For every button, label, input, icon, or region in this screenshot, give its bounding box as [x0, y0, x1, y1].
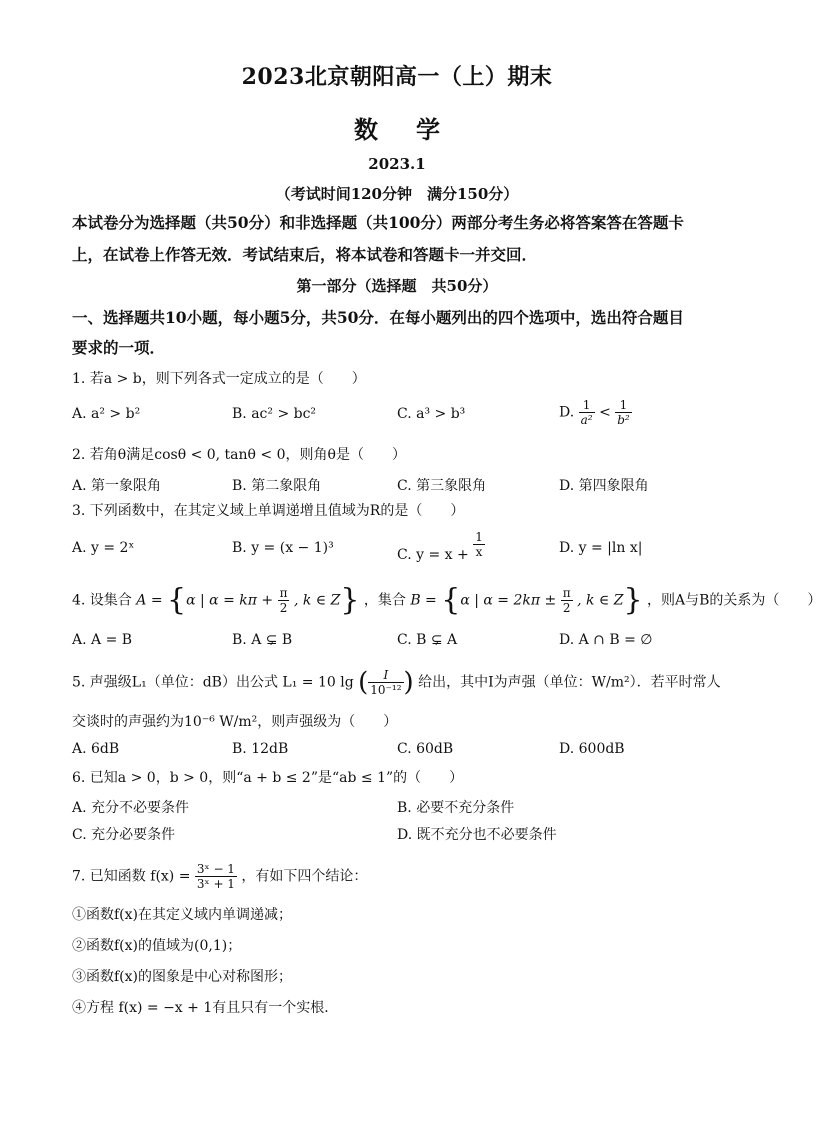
conclusion-2: ②函数f(x)的值域为(0,1)； — [72, 938, 242, 954]
question-4-stem: 4. 设集合 A = {α | α = kπ + $\frac{\pi}{2}$ , k ∈ Z} ，集合 B = {α | α = 2kπ ± $\frac{\pi}{2}$ , k ∈ Z} ，则A与B的关系为（ ） — [72, 582, 821, 618]
set-a-body: α | α = kπ + — [186, 592, 274, 609]
option-a: A. a² > b² — [72, 406, 141, 422]
option-b: B. 第二象限角 — [232, 478, 322, 494]
question-7-stem: 7. 已知函数 f(x) = $\frac{\text{3ˣ − 1}}{\text{3ˣ + 1}}$ ，有如下四个结论： — [72, 862, 368, 891]
fraction-pi-over-2: $\frac{\pi}{2}$ — [562, 586, 571, 615]
option-c: C. B ⊊ A — [397, 632, 458, 648]
option-d: D. A ∩ B = ∅ — [559, 632, 653, 648]
conclusion-1: ①函数f(x)在其定义域内单调递减； — [72, 907, 293, 923]
option-d: D. 既不充分也不必要条件 — [397, 827, 557, 843]
question-6-stem: 6. 已知a > 0，b > 0，则“a + b ≤ 2”是“ab ≤ 1”的（ ） — [72, 770, 464, 786]
question-2-options — [72, 475, 732, 499]
exam-subject: 数学 — [354, 115, 478, 144]
fraction-i-over-10-12: $\frac{I}{\text{10⁻¹²}}$ — [370, 668, 402, 697]
option-a: A. 第一象限角 — [72, 478, 162, 494]
fraction-1-over-a2: $\frac{1}{\text{a²}}$ — [580, 398, 593, 427]
option-a: A. 6dB — [72, 741, 120, 757]
option-c: C. y = x + $\frac{1}{x}$ — [397, 530, 483, 563]
fraction-1-over-x: $\frac{1}{x}$ — [475, 530, 483, 559]
question-5-stem: 5. 声强级L₁（单位：dB）出公式 L₁ = 10 lg ( $\frac{I}{\text{10⁻¹²}}$ ) 给出，其中I为声强（单位：W/m²）．若平时常人 — [72, 667, 721, 698]
option-d: D. y = |ln x| — [559, 540, 643, 556]
part-one-title: 第一部分（选择题 共50分） — [296, 277, 498, 295]
option-a: A. A = B — [72, 632, 133, 648]
conclusion-3: ③函数f(x)的图象是中心对称图形； — [72, 969, 293, 985]
option-b: B. A ⊊ B — [232, 632, 293, 648]
option-c: C. 60dB — [397, 741, 454, 757]
option-b: B. 12dB — [232, 741, 289, 757]
option-b: B. 必要不充分条件 — [397, 800, 515, 816]
question-5-stem-continued: 交谈时的声强约为10⁻⁶ W/m²，则声强级为（ ） — [72, 714, 398, 730]
question-6-options-row-1 — [72, 797, 732, 821]
question-3-stem: 3. 下列函数中，在其定义域上单调递增且值域为R的是（ ） — [72, 503, 465, 519]
question-5-options — [72, 741, 732, 765]
intro-line-2: 上，在试卷上作答无效．考试结束后，将本试卷和答题卡一并交回． — [72, 245, 538, 264]
option-d: D. $\frac{1}{\text{a²}}$ < $\frac{1}{\text{b²}}$ — [559, 398, 630, 427]
exam-title: 2023北京朝阳高一（上）期末 — [241, 64, 553, 90]
fraction-1-over-b2: $\frac{1}{\text{b²}}$ — [617, 398, 630, 427]
question-3-options — [72, 530, 732, 564]
question-2-stem: 2. 若角θ满足cosθ < 0, tanθ < 0，则角θ是（ ） — [72, 447, 406, 463]
option-d: D. 第四象限角 — [559, 478, 649, 494]
option-c: C. 第三象限角 — [397, 478, 487, 494]
exam-timing: （考试时间120分钟 满分150分） — [275, 185, 519, 203]
option-b: B. y = (x − 1)³ — [232, 540, 334, 556]
option-a: A. 充分不必要条件 — [72, 800, 190, 816]
option-d-label: D. — [559, 404, 575, 421]
conclusion-4: ④方程 f(x) = −x + 1有且只有一个实根． — [72, 1000, 339, 1016]
question-1-stem: 1. 若a > b，则下列各式一定成立的是（ ） — [72, 371, 366, 387]
fraction-pi-over-2: $\frac{\pi}{2}$ — [279, 586, 288, 615]
option-d: D. 600dB — [559, 741, 625, 757]
option-b: B. ac² > bc² — [232, 406, 317, 422]
question-1-options — [72, 398, 732, 430]
part-one-instruction-2: 要求的一项． — [72, 338, 166, 357]
fraction-3x-minus-1-over-3x-plus-1: $\frac{\text{3ˣ − 1}}{\text{3ˣ + 1}}$ — [196, 862, 235, 891]
option-a: A. y = 2ˣ — [72, 540, 135, 556]
question-4-options — [72, 632, 732, 656]
option-c: C. 充分必要条件 — [72, 827, 176, 843]
question-6-options-row-2 — [72, 824, 732, 848]
part-one-instruction-1: 一、选择题共10小题，每小题5分，共50分．在每小题列出的四个选项中，选出符合题目 — [72, 308, 684, 327]
set-b-body: α | α = 2kπ ± — [460, 592, 557, 609]
intro-line-1: 本试卷分为选择题（共50分）和非选择题（共100分）两部分考生务必将答案答在答题卡 — [72, 213, 684, 232]
exam-date: 2023.1 — [368, 155, 426, 173]
option-c: C. a³ > b³ — [397, 406, 466, 422]
